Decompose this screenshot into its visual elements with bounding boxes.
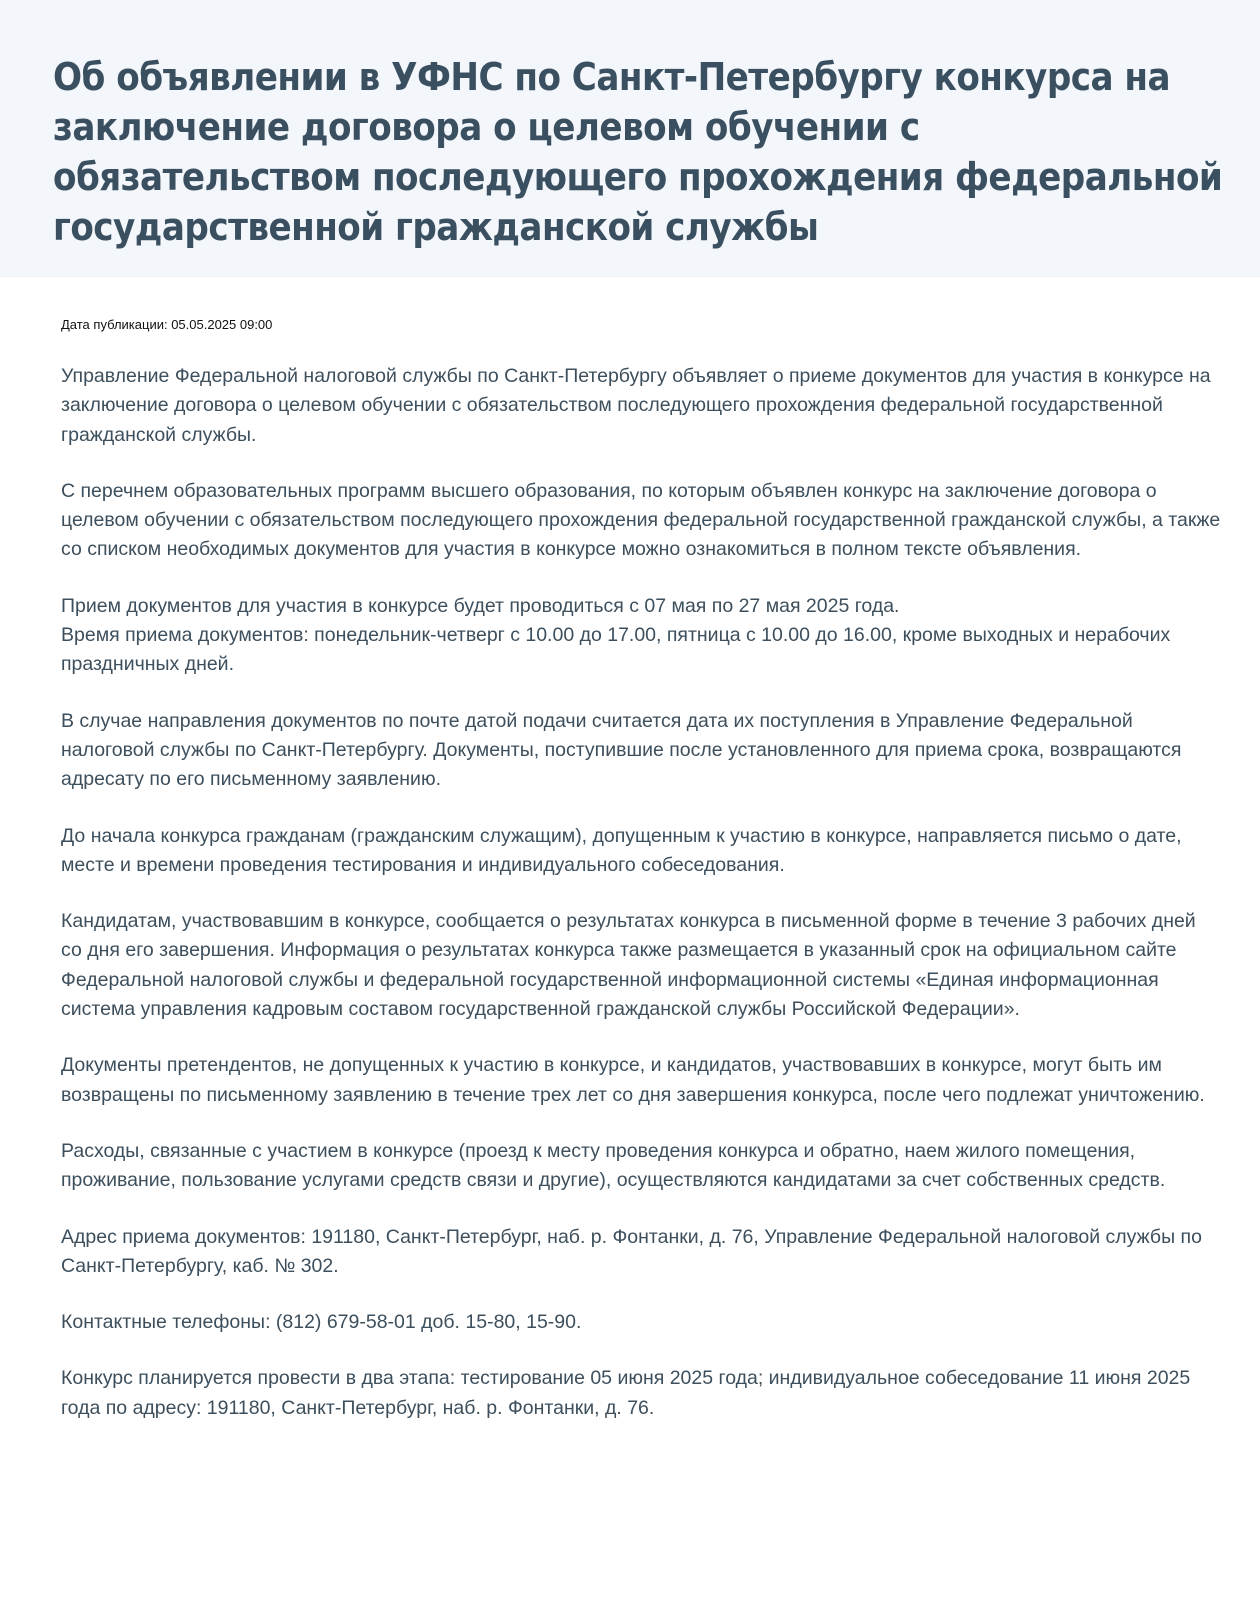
paragraph-announcement: Управление Федеральной налоговой службы по Санкт-Петербургу объявляет о приеме документов для участия в конкурсе на заключение договора о целевом обучении с обязательством последующего прохождения федеральной государственной гражданской службы.	[61, 365, 1211, 446]
paragraph-expenses: Расходы, связанные с участием в конкурсе (проезд к месту проведения конкурса и обратно, наем жилого помещения, проживание, пользование услугами средств связи и другие), осуществляются кандидатами за счет собственных средств.	[61, 1139, 1166, 1192]
paragraph-programs: С перечнем образовательных программ высшего образования, по которым объявлен конкурс на заключение договора о целевом обучении с обязательством последующего прохождения федеральной государственной гражданской службы, а также со списком необходимых документов для участия в конкурсе можно ознакомиться в полном тексте объявления.	[61, 479, 1221, 561]
paragraph-phones: Контактные телефоны: (812) 679-58-01 доб. 15-80, 15-90.	[61, 1311, 582, 1334]
paragraph-stages: Конкурс планируется провести в два этапа: тестирование 05 июня 2025 года; индивидуальное собеседование 11 июня 2025 года по адресу: 191180, Санкт-Петербург, наб. р. Фонтанки, д. 76.	[61, 1367, 1191, 1419]
page-header	[0, 0, 1260, 277]
paragraph-documents-return: Документы претендентов, не допущенных к участию в конкурсе, и кандидатов, участвовавших в конкурсе, могут быть им возвращены по письменному заявлению в течение трех лет со дня завершения конкурса, после чего подлежат уничтожению.	[61, 1054, 1205, 1106]
paragraph-schedule	[61, 592, 1221, 680]
schedule-dates: Прием документов для участия в конкурсе будет проводиться с 07 мая по 27 мая 2025 года.	[61, 594, 900, 617]
paragraph-address: Адрес приема документов: 191180, Санкт-Петербург, наб. р. Фонтанки, д. 76, Управление Федеральной налоговой службы по Санкт-Петербургу, каб. № 302.	[61, 1225, 1202, 1277]
paragraph-mail: В случае направления документов по почте датой подачи считается дата их поступления в Управление Федеральной налоговой службы по Санкт-Петербургу. Документы, поступившие после установленного для приема срока, возвращаются адресату по его письменному заявлению.	[61, 709, 1182, 791]
paragraph-notification: До начала конкурса гражданам (гражданским служащим), допущенным к участию в конкурсе, направляется письмо о дате, месте и времени проведения тестирования и индивидуального собеседования.	[61, 824, 1182, 876]
article-content	[61, 316, 1221, 1450]
schedule-hours: Время приема документов: понедельник-четверг с 10.00 до 17.00, пятница с 10.00 до 16.00, кроме выходных и нерабочих праздничных дней.	[61, 624, 1171, 676]
page-title: Об объявлении в УФНС по Санкт-Петербургу конкурса на заключение договора о целевом обучении с обязательством последующего прохождения федеральной государственной гражданской службы	[53, 55, 1223, 249]
publication-date: Дата публикации: 05.05.2025 09:00	[61, 317, 273, 332]
paragraph-results: Кандидатам, участвовавшим в конкурсе, сообщается о результатах конкурса в письменной форме в течение 3 рабочих дней со дня его завершения. Информация о результатах конкурса также размещается в указанный срок на официальном сайте Федеральной налоговой службы и федеральной государственной информационной системы «Единая информационная система управления кадровым составом государственной гражданской службы Российской Федерации».	[61, 910, 1196, 1021]
